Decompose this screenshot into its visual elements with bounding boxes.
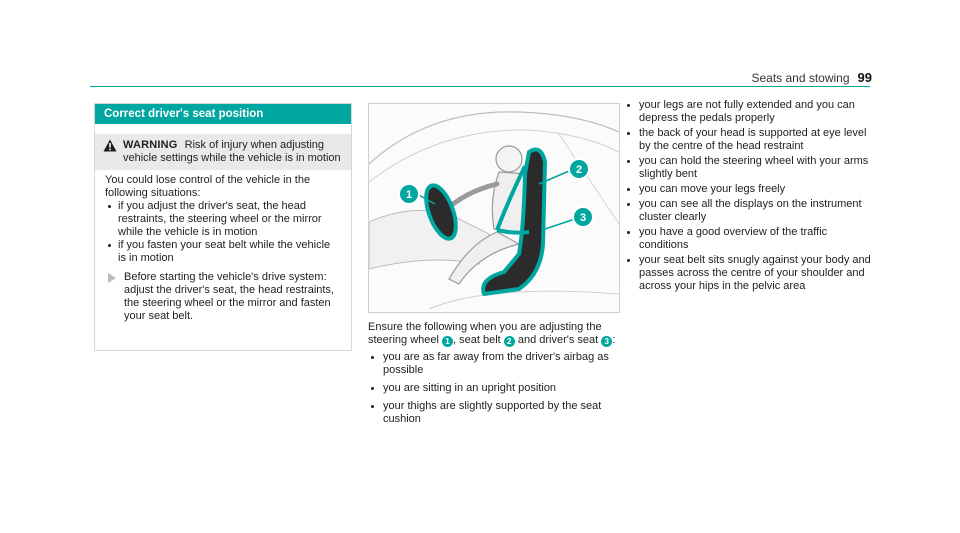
note-arrow-icon <box>108 273 116 283</box>
driver-seat-drawing <box>369 104 619 312</box>
callout-2-inline: 2 <box>504 336 515 347</box>
list-item: you can hold the steering wheel with your arms slightly bent <box>624 155 874 181</box>
checklist-continued <box>624 99 874 295</box>
warning-lead: Risk of injury when adjusting <box>184 139 325 151</box>
list-item: you are sitting in an upright position <box>368 382 623 395</box>
note-text: Before starting the vehicle's drive system: adjust the driver's seat, the head restraints, the steering wheel or the mirror and fasten your seat belt. <box>124 271 334 322</box>
list-item: you can move your legs freely <box>624 183 874 196</box>
callout-1-label: 1 <box>405 189 413 201</box>
list-item: your legs are not fully extended and you can depress the pedals properly <box>624 99 874 125</box>
list-item: your seat belt sits snugly against your body and passes across the centre of your shoulder and across your hips in the pelvic area <box>624 254 874 293</box>
list-item: the back of your head is supported at eye level by the centre of the head restraint <box>624 127 874 153</box>
intro-text: You could lose control of the vehicle in the following situations: <box>105 174 311 199</box>
list-item: you have a good overview of the traffic conditions <box>624 226 874 252</box>
page-number: 99 <box>857 70 872 85</box>
warning-rest: vehicle settings while the vehicle is in motion <box>123 152 341 164</box>
warning-triangle-icon <box>103 139 117 152</box>
driver-head <box>496 146 522 172</box>
callout-1-inline: 1 <box>442 336 453 347</box>
list-item: if you fasten your seat belt while the vehicle is in motion <box>105 239 341 265</box>
list-item: you can see all the displays on the instrument cluster clearly <box>624 198 874 224</box>
warning-box <box>95 134 351 170</box>
leader-line-3 <box>545 219 575 229</box>
warning-label: WARNING <box>123 139 178 151</box>
warning-panel <box>94 103 352 351</box>
section-name: Seats and stowing <box>751 71 850 85</box>
instructions-intro: Ensure the following when you are adjusting the steering wheel 1 , seat belt 2 and driver's seat 3 : <box>368 321 616 346</box>
list-item: if you adjust the driver's seat, the head restraints, the steering wheel or the mirror while the vehicle is in motion <box>105 200 341 239</box>
adjustment-instructions <box>368 321 623 431</box>
header-rule <box>90 86 870 87</box>
note-box <box>103 271 341 323</box>
section-title: Correct driver's seat position <box>95 104 351 124</box>
seat-position-illustration <box>368 103 620 313</box>
callout-3-label: 3 <box>579 212 587 224</box>
floor-line <box>429 291 619 309</box>
callout-3-inline: 3 <box>601 336 612 347</box>
page-header <box>751 70 872 85</box>
callout-2-label: 2 <box>575 164 583 176</box>
list-item: your thighs are slightly supported by the seat cushion <box>368 400 623 426</box>
list-item: you are as far away from the driver's airbag as possible <box>368 351 623 377</box>
